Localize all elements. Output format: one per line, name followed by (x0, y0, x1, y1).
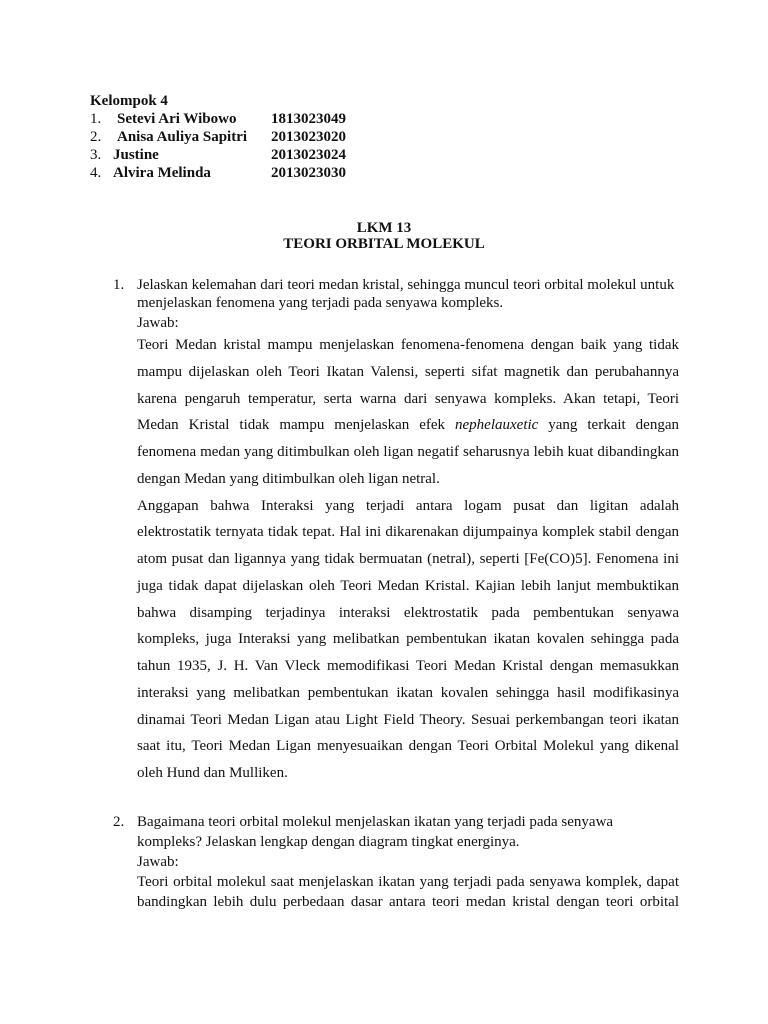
member-number: 3. (90, 147, 102, 163)
member-number: 2. (90, 129, 102, 145)
answer-line: fenomena medan yang ditimbulkan oleh ligan negatif seharusnya lebih kuat dibandingkan (137, 444, 679, 460)
member-id: 2013023020 (271, 129, 346, 145)
answer-label: Jawab: (137, 854, 179, 870)
member-name: Alvira Melinda (113, 165, 211, 181)
answer-line: atom pusat dan ligannya yang tidak bermuatan (netral), seperti [Fe(CO)5]. Fenomena ini (137, 551, 679, 567)
member-number: 4. (90, 165, 102, 181)
answer-body (137, 872, 679, 912)
member-row (90, 110, 390, 128)
member-row (90, 146, 390, 164)
answer-line: dinamai Teori Medan Ligan atau Light Field Theory. Sesuai perkembangan teori ikatan (137, 711, 679, 728)
answer-label: Jawab: (137, 315, 179, 331)
answer-line: kompleks, juga Interaksi yang melibatkan pembentukan ikatan kovalen sehingga pada (137, 631, 679, 648)
answer-paragraph (137, 332, 679, 493)
answer-line: dengan Medan yang ditimbulkan oleh ligan netral. (137, 470, 440, 487)
answer-line: Teori orbital molekul saat menjelaskan ikatan yang terjadi pada senyawa komplek, dapat (137, 874, 679, 890)
answer-paragraph (137, 493, 679, 787)
question-number: 2. (113, 814, 125, 830)
answer-line: Teori Medan kristal mampu menjelaskan fenomena-fenomena dengan baik yang tidak (137, 337, 679, 353)
member-id: 2013023024 (271, 147, 346, 163)
group-title: Kelompok 4 (90, 93, 168, 109)
question-line: kompleks? Jelaskan lengkap dengan diagram tingkat energinya. (137, 834, 520, 850)
answer-line-text: yang terkait dengan (538, 417, 679, 434)
question-text (137, 812, 679, 852)
answer-line: interaksi yang melibatkan pembentukan ikatan kovalen sehingga hasil modifikasinya (137, 684, 679, 701)
member-name: Anisa Auliya Sapitri (117, 129, 248, 145)
answer-line: karena pengaruh temperatur, serta warna dari senyawa kompleks. Akan tetapi, Teori (137, 390, 679, 407)
answer-paragraph (137, 872, 679, 912)
answer-line: tahun 1935, J. H. Van Vleck memodifikasi Teori Medan Kristal dengan memasukkan (137, 658, 679, 674)
italic-term: nephelauxetic (455, 417, 539, 434)
worksheet-title (0, 220, 768, 252)
worksheet-code: LKM 13 (356, 220, 412, 236)
answer-line: saat itu, Teori Medan Ligan menyesuaikan dengan Teori Orbital Molekul yang dikenal (137, 738, 679, 755)
group-header (90, 92, 390, 182)
member-name: Justine (113, 147, 159, 163)
question-line: menjelaskan fenomena yang terjadi pada senyawa kompleks. (137, 295, 504, 311)
answer-line: Anggapan bahwa Interaksi yang terjadi antara logam pusat dan ligitan adalah (137, 497, 679, 514)
answer-line (137, 412, 679, 439)
member-id: 1813023049 (271, 111, 346, 127)
question-line: Jelaskan kelemahan dari teori medan kristal, sehingga muncul teori orbital molekul untuk (137, 277, 675, 293)
member-name: Setevi Ari Wibowo (117, 111, 237, 127)
answer-line: bahwa disamping terjadinya interaksi elektrostatik pada pembentukan senyawa (137, 604, 679, 621)
answer-line: juga tidak dapat dijelaskan oleh Teori Medan Kristal. Kajian lebih lanjut membuktikan (137, 577, 679, 594)
answer-line: elektrostatik ternyata tidak tepat. Hal ini dikarenakan dijumpainya komplek stabil dengan (137, 524, 679, 541)
question-number: 1. (113, 277, 125, 293)
member-row (90, 128, 390, 146)
answer-line: bandingkan lebih dulu perbedaan dasar antara teori medan kristal dengan teori orbital (137, 894, 679, 910)
member-row (90, 164, 390, 182)
member-id: 2013023030 (271, 165, 346, 181)
worksheet-topic: TEORI ORBITAL MOLEKUL (283, 236, 485, 252)
question-line: Bagaimana teori orbital molekul menjelaskan ikatan yang terjadi pada senyawa (137, 814, 614, 830)
question-text (137, 276, 679, 312)
answer-line: oleh Hund dan Mulliken. (137, 765, 288, 781)
answer-body (137, 332, 679, 787)
member-number: 1. (90, 111, 102, 127)
answer-line: mampu dijelaskan oleh Teori Ikatan Valensi, seperti sifat magnetik dan perubahannya (137, 363, 679, 380)
answer-line-text: Medan Kristal tidak mampu menjelaskan efek (137, 417, 456, 434)
